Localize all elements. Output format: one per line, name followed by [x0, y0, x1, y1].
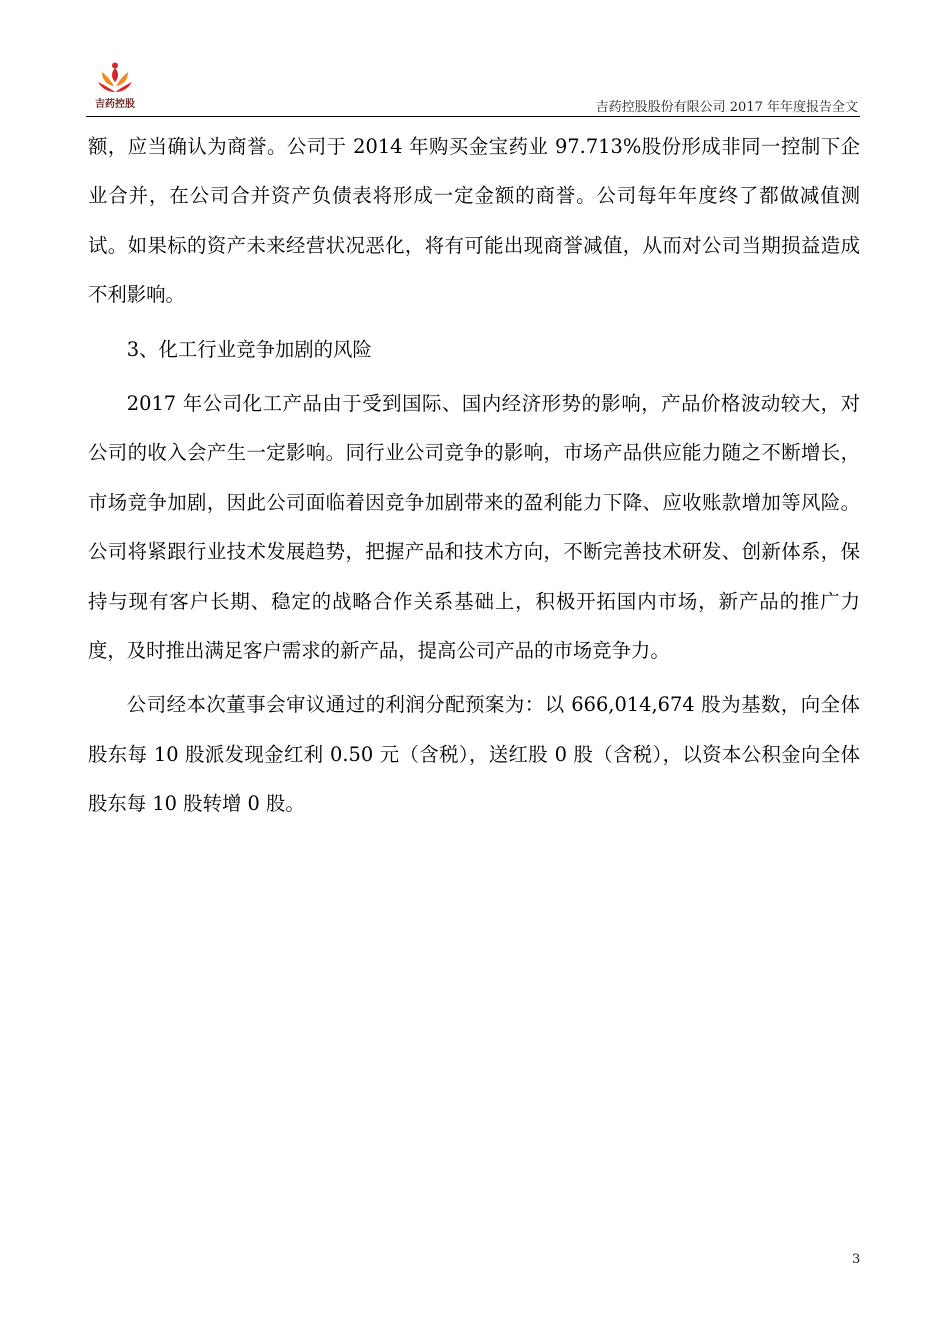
- header-divider: [86, 116, 860, 117]
- company-logo: [86, 62, 144, 112]
- paragraph-chemical-competition: 2017 年公司化工产品由于受到国际、国内经济形势的影响，产品价格波动较大，对公司的收入会产生一定影响。同行业公司竞争的影响，市场产品供应能力随之不断增长，市场竞争加剧，因此公司面临着因竞争加剧带来的盈利能力下降、应收账款增加等风险。公司将紧跟行业技术发展趋势，把握产品和技术方向，不断完善技术研发、创新体系，保持与现有客户长期、稳定的战略合作关系基础上，积极开拓国内市场，新产品的推广力度，及时推出满足客户需求的新产品，提高公司产品的市场竞争力。: [88, 392, 860, 663]
- page-number: 3: [852, 1252, 861, 1267]
- report-header-title: 吉药控股股份有限公司 2017 年年度报告全文: [595, 100, 858, 115]
- logo-flame-icon: [94, 62, 136, 96]
- logo-text: 吉药控股: [95, 99, 135, 110]
- paragraph-goodwill-risk: 额，应当确认为商誉。公司于 2014 年购买金宝药业 97.713%股份形成非同一控制下企业合并，在公司合并资产负债表将形成一定金额的商誉。公司每年年度终了都做减值测试。如果标的资产未来经营状况恶化，将有可能出现商誉减值，从而对公司当期损益造成不利影响。: [88, 135, 860, 307]
- document-body: [88, 122, 860, 829]
- paragraph-profit-distribution: 公司经本次董事会审议通过的利润分配预案为：以 666,014,674 股为基数，向全体股东每 10 股派发现金红利 0.50 元（含税），送红股 0 股（含税），以资本公积金向全体股东每 10 股转增 0 股。: [88, 693, 860, 816]
- section-heading-chemical-risk: 3、化工行业竞争加剧的风险: [126, 337, 372, 361]
